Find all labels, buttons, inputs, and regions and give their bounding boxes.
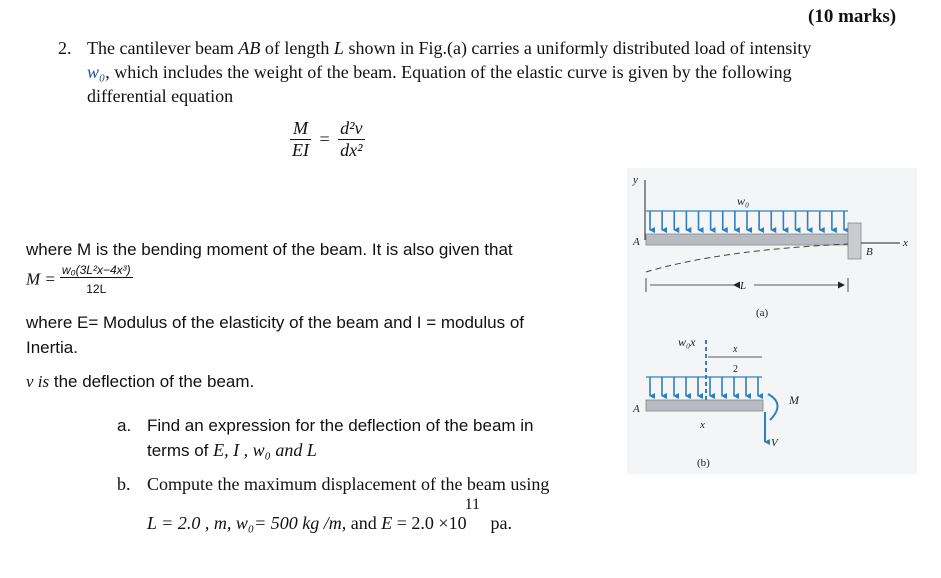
modulus-value: = 2.0 ×10 bbox=[396, 513, 467, 533]
caption-a: (a) bbox=[756, 307, 769, 319]
moment-lhs: M = bbox=[26, 269, 56, 289]
rhs-denominator: dx² bbox=[340, 140, 363, 160]
caption-b: (b) bbox=[697, 457, 710, 469]
modulus-definition-line-1: where E= Modulus of the elasticity of the beam and I = modulus of bbox=[26, 313, 525, 332]
end-label-a: A bbox=[633, 236, 640, 248]
part-a-line-1: Find an expression for the deflection of the beam in bbox=[147, 416, 534, 435]
modulus-exponent: 11 bbox=[464, 496, 480, 513]
beam-section-b bbox=[646, 400, 763, 411]
rhs-numerator: d²v bbox=[340, 118, 363, 138]
moment-denominator: 12L bbox=[86, 282, 107, 296]
deflection-text: the deflection of the beam. bbox=[53, 372, 255, 391]
length-dim-label: L bbox=[740, 280, 747, 292]
part-a-label: a. bbox=[117, 416, 132, 435]
half-length-den: 2 bbox=[733, 364, 738, 375]
resultant-load-label: w₀x bbox=[678, 335, 696, 349]
lhs-numerator: M bbox=[290, 118, 311, 140]
intro-text-2: of length bbox=[264, 38, 330, 58]
moment-label: M bbox=[789, 393, 799, 407]
end-label-b: B bbox=[866, 246, 873, 258]
intro-text-3: shown in Fig.(a) carries a uniformly distributed load of intensity bbox=[348, 38, 812, 58]
question-number: 2. bbox=[58, 38, 72, 58]
modulus-symbol: E bbox=[381, 513, 393, 533]
equals-sign: = bbox=[319, 129, 330, 149]
shear-label: V bbox=[771, 437, 778, 449]
part-a-terms: terms of bbox=[147, 441, 209, 460]
load-unit: kg /m, bbox=[302, 513, 347, 533]
modulus-definition-line-2: Inertia. bbox=[26, 338, 78, 357]
pascal-unit: pa. bbox=[490, 513, 512, 533]
question-line-3: differential equation bbox=[87, 86, 234, 106]
moment-numerator: w₀(3L²x−4x³) bbox=[61, 263, 131, 277]
beam-a bbox=[646, 234, 848, 245]
lhs-denominator: EI bbox=[292, 140, 309, 160]
load-symbol: w₀ bbox=[87, 62, 106, 82]
fixed-support bbox=[848, 223, 861, 259]
length-value: L = 2.0 , m, bbox=[147, 513, 232, 533]
moment-intro: where M is the bending moment of the beam. It is also given that bbox=[26, 240, 513, 259]
part-b-line-1: Compute the maximum displacement of the beam using bbox=[147, 474, 550, 494]
intro-text-1: The cantilever beam bbox=[87, 38, 234, 58]
and-text: and bbox=[350, 513, 377, 533]
section-x-label: x bbox=[700, 419, 705, 431]
beam-symbol: AB bbox=[238, 38, 261, 58]
y-axis-label: y bbox=[633, 174, 638, 186]
load-value: w₀= 500 bbox=[235, 513, 298, 533]
half-length-num: x bbox=[733, 344, 738, 355]
load-intensity-label: w₀ bbox=[737, 194, 750, 208]
x-axis-label: x bbox=[903, 237, 908, 249]
deflection-symbol: v is bbox=[26, 372, 50, 391]
end-label-a-section: A bbox=[633, 403, 640, 415]
length-symbol: L bbox=[333, 38, 344, 58]
marks-label: (10 marks) bbox=[808, 6, 897, 27]
part-a-variables: E, I , w₀ and L bbox=[213, 440, 317, 460]
part-b-label: b. bbox=[117, 474, 131, 494]
intro-text-4: , which includes the weight of the beam. Equation of the elastic curve is given by the following bbox=[105, 62, 792, 82]
